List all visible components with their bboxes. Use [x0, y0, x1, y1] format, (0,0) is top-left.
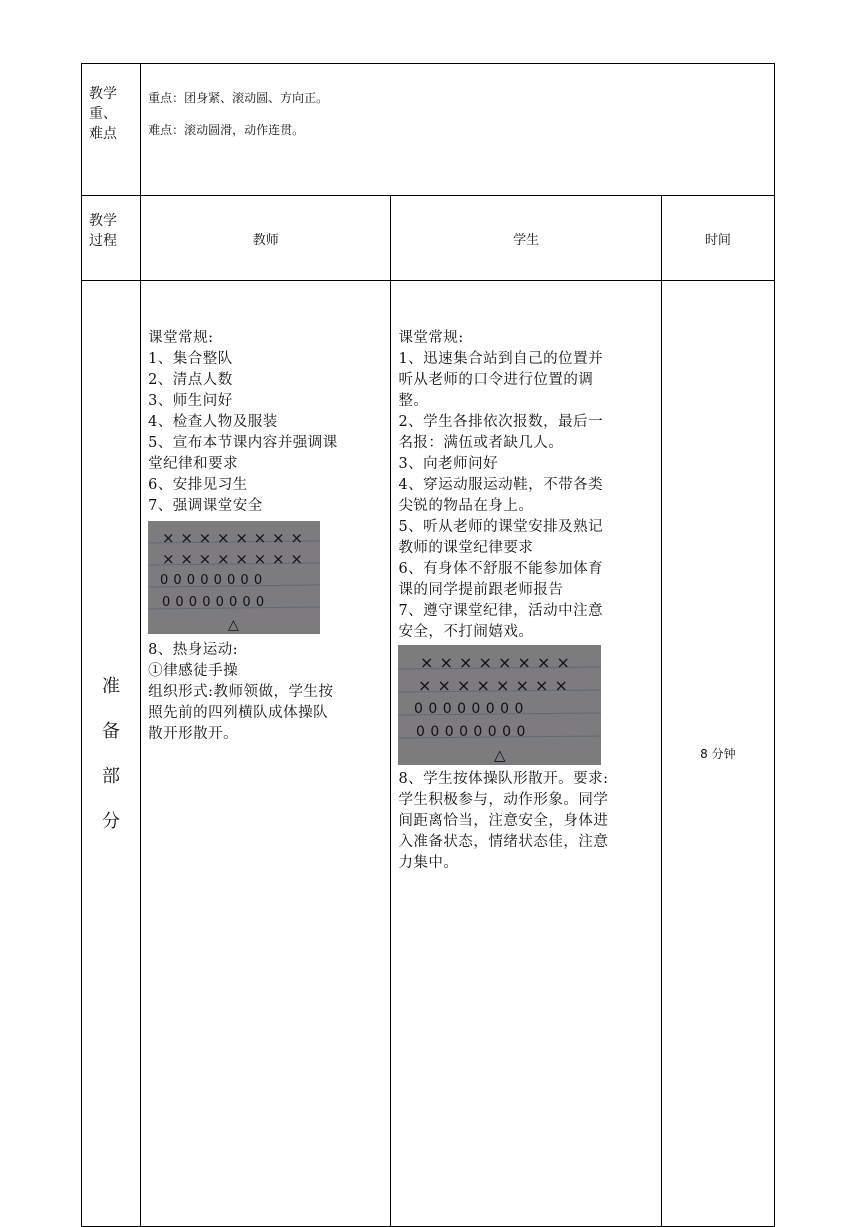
formation-row: 0 0 0 0 0 0 0 0 [414, 701, 525, 717]
text-line: 照先前的四列横队成体操队 [148, 705, 329, 721]
section-char: 备 [102, 720, 121, 742]
section-char: 分 [102, 810, 121, 832]
text-line: 5、宣布本节课内容并强调课 [148, 435, 338, 451]
formation-row: × × × × × × × × [162, 550, 304, 568]
preparation-row [82, 281, 775, 1227]
teacher-header: 教师 [141, 196, 391, 281]
text-line: 8、热身运动: [148, 642, 239, 658]
student-header: 学生 [391, 196, 661, 281]
text-line: 6、安排见习生 [148, 477, 248, 493]
text-line: 4、穿运动服运动鞋，不带各类 [398, 477, 604, 493]
formation-row: 0 0 0 0 0 0 0 0 [160, 573, 263, 588]
teacher-content [141, 281, 391, 1227]
process-label [82, 196, 141, 281]
formation-photo [398, 645, 601, 765]
text-line: 名报：满伍或者缺几人。 [398, 435, 564, 451]
text-line: 散开形散开。 [148, 726, 239, 742]
text-line: 8、学生按体操队形散开。要求: [398, 771, 609, 787]
difficulty-text: 难点：滚动圆滑，动作连贯。 [148, 123, 305, 137]
text-line: 2、清点人数 [148, 372, 233, 388]
section-label [82, 281, 141, 1227]
label-line: 教学 [89, 213, 117, 229]
formation-row: 0 0 0 0 0 0 0 0 [162, 595, 265, 610]
text-line: 间距离恰当，注意安全，身体进 [398, 813, 609, 829]
text-line: ①律感徒手操 [148, 663, 239, 679]
time-value: 8 分钟 [661, 281, 774, 1227]
label-line: 重、 [89, 106, 117, 122]
text-line: 入准备状态，情绪状态佳，注意 [398, 834, 609, 850]
text-line: 组织形式:教师领做，学生按 [148, 684, 334, 700]
text-line: 课的同学提前跟老师报告 [398, 582, 564, 598]
text-line: 3、师生问好 [148, 393, 233, 409]
text-line: 整。 [398, 393, 429, 409]
text-line: 课堂常规: [398, 330, 464, 346]
text-line: 5、听从老师的课堂安排及熟记 [398, 519, 604, 535]
key-points-content [141, 64, 775, 196]
label-line: 教学 [89, 86, 117, 102]
text-line: 安全，不打闹嬉戏。 [398, 624, 534, 640]
focus-text: 重点：团身紧、滚动圆、方向正。 [148, 91, 329, 105]
section-char: 部 [102, 765, 121, 787]
formation-photo [148, 521, 320, 634]
text-line: 6、有身体不舒服不能参加体育 [398, 561, 604, 577]
text-line: 教师的课堂纪律要求 [398, 540, 534, 556]
formation-row: × × × × × × × × [418, 676, 569, 695]
text-line: 听从老师的口令进行位置的调 [398, 372, 594, 388]
text-line: 1、集合整队 [148, 351, 233, 367]
text-line: 4、检查人物及服装 [148, 414, 278, 430]
key-points-label [82, 64, 141, 196]
text-line: 学生积极参与，动作形象。同学 [398, 792, 609, 808]
text-line: 课堂常规: [148, 330, 214, 346]
text-line: 力集中。 [398, 855, 459, 871]
formation-row: × × × × × × × × [420, 653, 571, 672]
formation-row: 0 0 0 0 0 0 0 0 [416, 724, 527, 740]
lesson-plan-table [81, 63, 775, 1227]
section-char: 准 [102, 675, 121, 697]
time-header: 时间 [661, 196, 774, 281]
formation-row: × × × × × × × × [162, 529, 304, 547]
key-points-row [82, 64, 775, 196]
text-line: 1、迅速集合站到自己的位置并 [398, 351, 604, 367]
teacher-position-mark: △ [228, 617, 240, 633]
text-line: 3、向老师问好 [398, 456, 499, 472]
student-content [391, 281, 661, 1227]
text-line: 7、遵守课堂纪律，活动中注意 [398, 603, 604, 619]
label-line: 过程 [89, 233, 117, 249]
text-line: 7、强调课堂安全 [148, 498, 263, 514]
teacher-position-mark: △ [494, 746, 507, 764]
text-line: 2、学生各排依次报数，最后一 [398, 414, 604, 430]
label-line: 难点 [89, 126, 117, 142]
process-header-row [82, 196, 775, 281]
text-line: 堂纪律和要求 [148, 456, 239, 472]
text-line: 尖锐的物品在身上。 [398, 498, 534, 514]
